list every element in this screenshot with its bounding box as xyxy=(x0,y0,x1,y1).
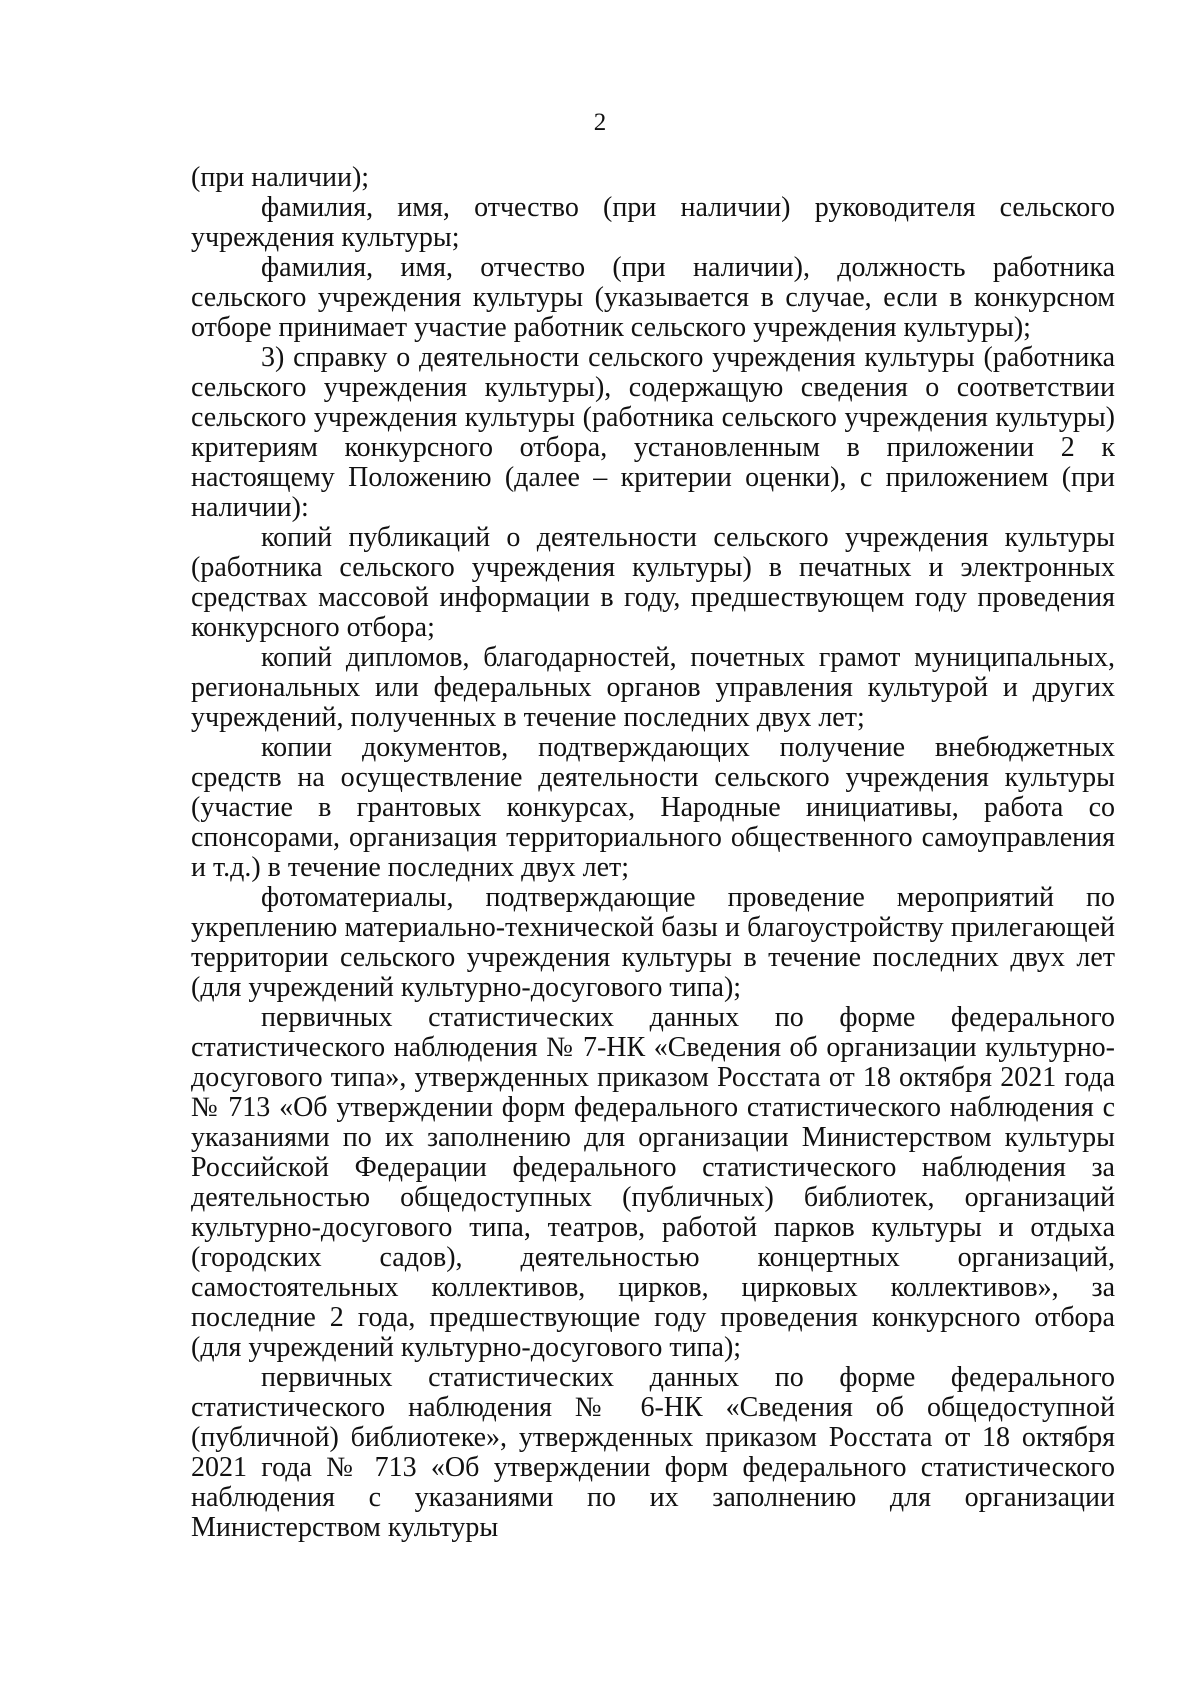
paragraph: копии документов, подтверждающих получение внебюджетных средств на осуществление деятельности сельского учреждения культуры (участие в грантовых конкурсах, Народные инициативы, работа со спонсорами, организация территориального общественного самоуправления и т.д.) в течение последних двух лет; xyxy=(191,732,1115,883)
paragraph: первичных статистических данных по форме федерального статистического наблюдения № 7-НК «Сведения об организации культурно-досугового типа», утвержденных приказом Росстата от 18 октября 2021 года № 713 «Об утверждении форм федерального статистического наблюдения с указаниями по их заполнению для организации Министерством культуры Российской Федерации федерального статистического наблюдения за деятельностью общедоступных (публичных) библиотек, организаций культурно-досугового типа, театров, работой парков культуры и отдыха (городских садов), деятельностью концертных организаций, самостоятельных коллективов, цирков, цирковых коллективов», за последние 2 года, предшествующие году проведения конкурсного отбора (для учреждений культурно-досугового типа); xyxy=(191,1002,1115,1363)
paragraph: копий публикаций о деятельности сельского учреждения культуры (работника сельского учреждения культуры) в печатных и электронных средствах массовой информации в году, предшествующем году проведения конкурсного отбора; xyxy=(191,522,1115,643)
page-number: 2 xyxy=(593,109,607,136)
paragraph: копий дипломов, благодарностей, почетных грамот муниципальных, региональных или федеральных органов управления культурой и других учреждений, полученных в течение последних двух лет; xyxy=(191,642,1115,733)
paragraph: (при наличии); xyxy=(191,162,370,193)
paragraph: первичных статистических данных по форме федерального статистического наблюдения № 6-НК «Сведения об общедоступной (публичной) библиотеке», утвержденных приказом Росстата от 18 октября 2021 года № 713 «Об утверждении форм федерального статистического наблюдения с указаниями по их заполнению для организации Министерством культуры xyxy=(191,1362,1115,1543)
body-text xyxy=(191,163,1115,1543)
paragraph: фамилия, имя, отчество (при наличии), должность работника сельского учреждения культуры (указывается в случае, если в конкурсном отборе принимает участие работник сельского учреждения культуры); xyxy=(191,252,1115,343)
paragraph: фотоматериалы, подтверждающие проведение мероприятий по укреплению материально-технической базы и благоустройству прилегающей территории сельского учреждения культуры в течение последних двух лет (для учреждений культурно-досугового типа); xyxy=(191,882,1115,1003)
paragraph: 3) справку о деятельности сельского учреждения культуры (работника сельского учреждения культуры), содержащую сведения о соответствии сельского учреждения культуры (работника сельского учреждения культуры) критериям конкурсного отбора, установленным в приложении 2 к настоящему Положению (далее – критерии оценки), с приложением (при наличии): xyxy=(191,342,1115,523)
paragraph: фамилия, имя, отчество (при наличии) руководителя сельского учреждения культуры; xyxy=(191,192,1115,253)
